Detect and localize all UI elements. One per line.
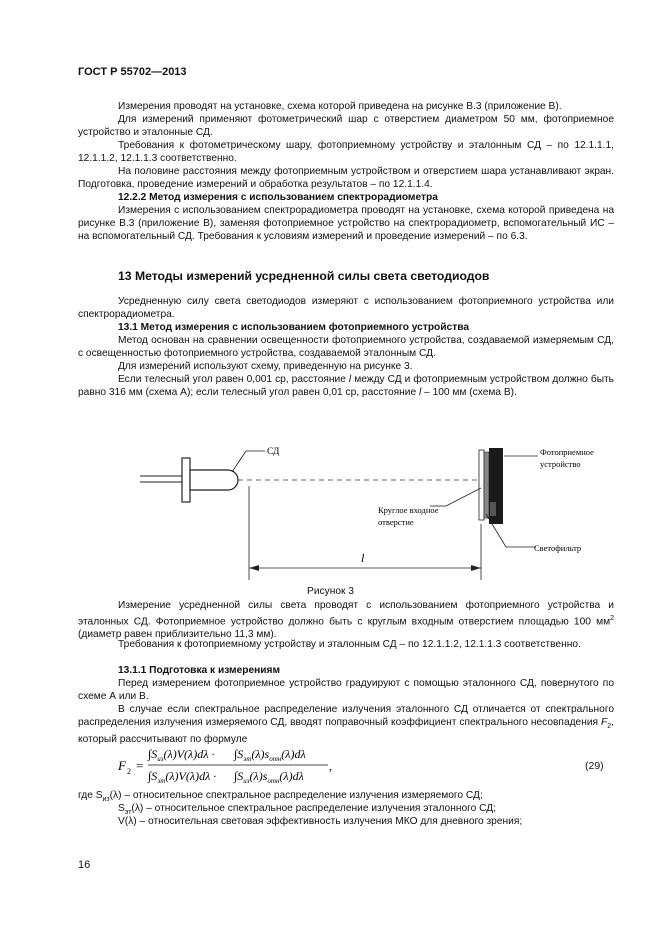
equation-number: (29) xyxy=(585,760,604,772)
legend-item: $S_{эт}(\lambda)$ – относительное спектральное распределение излучения эталонного СД; xyxy=(118,803,496,817)
paragraph: Требования к фотоприемному устройству и эталонным СД – по 12.1.1.2, 12.1.1.3 соответственно. xyxy=(118,639,581,650)
label-filter: Светофильтр xyxy=(534,543,582,553)
paragraph: Для измерений применяют фотометрический шар с отверстием диаметром 50 мм, фотоприемное устройство и эталонные СД. xyxy=(78,114,614,138)
label-photoreceiver-2: устройство xyxy=(540,459,581,469)
paragraph: Метод основан на сравнении освещенности фотоприемного устройства, создаваемой измеряемым СД, с освещенностью фотоприемного устройства, создаваемой эталонным СД. xyxy=(78,335,614,359)
svg-text:∫Sиз(λ)sотн(λ)dλ: $\int S_{из}(\lambda)s_{отн}(\lambda)d\lambda$ xyxy=(234,769,304,785)
svg-text:∫Sиз(λ)V(λ)dλ ·: $\int S_{из}(\lambda)V(\lambda)d\lambda$ · xyxy=(148,747,215,763)
dimension-label-l: l xyxy=(361,551,365,565)
paragraph: Если телесный угол равен 0,001 ср, расстояние l между СД и фотоприемным устройством должно быть равно 316 мм (схема А); если телесный угол равен 0,01 ср, расстояние l – 100 мм (схема В). xyxy=(78,374,614,398)
paragraph: Требования к фотометрическому шару, фотоприемному устройству и эталонным СД – по 12.1.1.1, 12.1.1.2, 12.1.1.3 соответственно. xyxy=(78,140,614,164)
label-aperture-2: отверстие xyxy=(378,517,414,527)
paragraph: В случае если спектральное распределение излучения эталонного СД отличается от спектрального распределения излучения измеряемого СД, вводят поправочный коэффициент спектрального несовпадения $F_2$, который рассчитывают по формуле xyxy=(78,704,614,745)
subsection-heading: 13.1.1 Подготовка к измерениям xyxy=(118,665,281,676)
label-sd: СД xyxy=(267,447,280,457)
legend-item: V(λ) – относительная световая эффективность излучения МКО для дневного зрения; xyxy=(118,816,523,827)
legend-item: где $S_{из}(\lambda)$ – относительное спектральное распределение излучения измеряемого СД; xyxy=(78,790,483,804)
subsection-heading: 12.2.2 Метод измерения с использованием спектрорадиометра xyxy=(118,192,438,203)
paragraph: Измерения с использованием спектрорадиометра проводят на установке, схема которой приведена на рисунке В.3 (приложение В), заменяя фотоприемное устройство на спектрорадиометр, вспомогательный ИС – на вспомогательный СД. Требования к условиям измерений и проведение измерений – по 6.3. xyxy=(78,205,614,242)
paragraph: Усредненную силу света светодиодов измеряют с использованием фотоприемного устройства или спектрорадиометра. xyxy=(78,296,614,320)
subsection-heading: 13.1 Метод измерения с использованием фотоприемного устройства xyxy=(118,322,469,333)
paragraph: Измерения проводят на установке, схема которой приведена на рисунке В.3 (приложение В). xyxy=(118,101,562,112)
filter xyxy=(484,452,489,518)
paragraph: Перед измерением фотоприемное устройство градуируют с помощью эталонного СД, повернутого по схеме А или В. xyxy=(78,678,614,702)
paragraph: Для измерений используют схему, приведенную на рисунке 3. xyxy=(118,361,413,372)
svg-text:,: , xyxy=(329,759,332,773)
svg-text:=: = xyxy=(136,758,144,773)
figure-3-diagram xyxy=(130,440,610,585)
label-photoreceiver-1: Фотоприемное xyxy=(540,447,594,457)
formula-29 xyxy=(118,740,618,790)
paragraph: Измерение усредненной силы света проводят с использованием фотоприемного устройства и эталонных СД. Фотоприемное устройство должно быть с круглым входным отверстием площадью 100 $мм^2$ (диаметр равен приблизительно 11,3 мм). xyxy=(78,600,614,640)
svg-text:F: F xyxy=(118,758,126,773)
section-heading: 13 Методы измерений усредненной силы света светодиодов xyxy=(118,269,490,283)
svg-text:∫Sэт(λ)sотн(λ)dλ: $\int S_{эт}(\lambda)s_{отн}(\lambda)d\lambda$ xyxy=(234,747,306,763)
svg-text:2: 2 xyxy=(127,767,131,776)
svg-text:∫Sэт(λ)V(λ)dλ ·: $\int S_{эт}(\lambda)V(\lambda)d\lambda$ · xyxy=(148,769,217,785)
page-number: 16 xyxy=(78,859,91,871)
label-aperture-1: Круглое входное xyxy=(378,505,439,515)
led-flange xyxy=(182,458,190,502)
figure-caption: Рисунок 3 xyxy=(307,586,354,597)
led-body xyxy=(190,470,238,490)
document-header: ГОСТ Р 55702—2013 xyxy=(78,66,187,78)
aperture-plate xyxy=(479,450,484,520)
paragraph: На половине расстояния между фотоприемным устройством и отверстием шара устанавливают экран. Подготовка, проведение измерений и обработка результатов – по 12.1.1.4. xyxy=(78,166,614,190)
